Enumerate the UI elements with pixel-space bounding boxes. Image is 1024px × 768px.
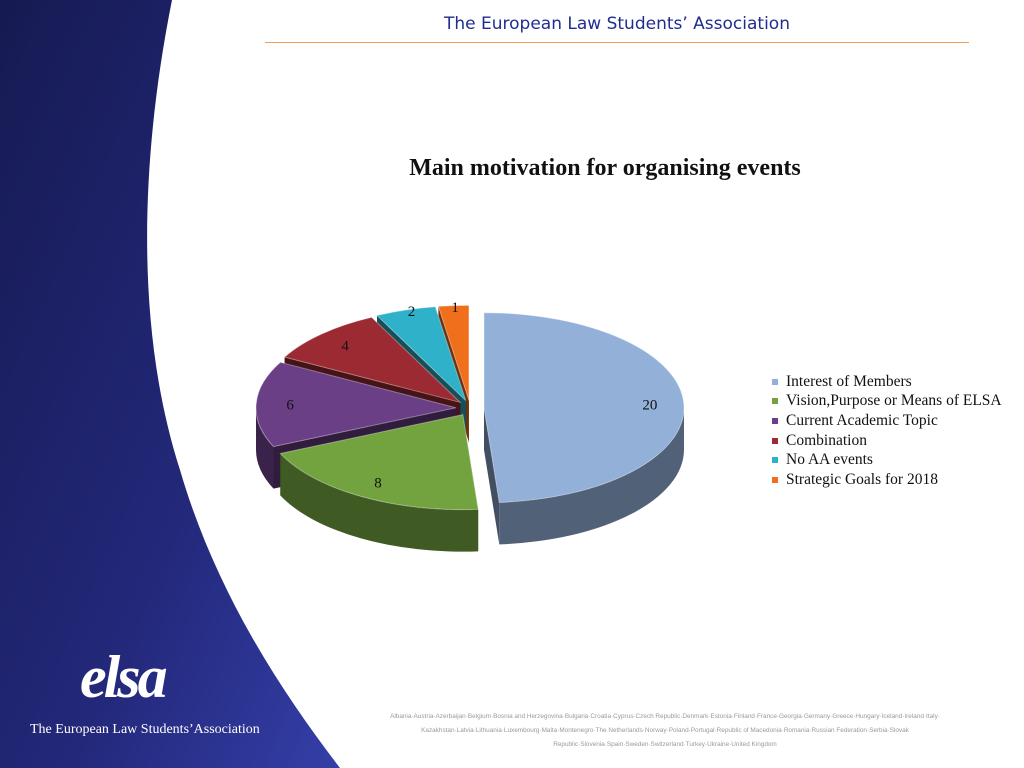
legend-swatch: [772, 379, 778, 385]
pie-value-label: 2: [407, 304, 416, 321]
legend-item: [772, 431, 1022, 451]
legend-label: Combination: [786, 431, 867, 449]
legend-item: [772, 372, 1022, 392]
legend-swatch: [772, 457, 778, 463]
legend-item: [772, 392, 1022, 412]
legend-label: Strategic Goals for 2018: [786, 470, 938, 488]
elsa-logo: elsa: [80, 644, 165, 710]
logo-subtitle: The European Law Students’Association: [30, 722, 260, 737]
legend-label: Current Academic Topic: [786, 411, 938, 429]
header-divider: [265, 42, 969, 43]
pie-value-label: 4: [341, 338, 349, 355]
legend-item: [772, 450, 1022, 470]
legend-item: [772, 470, 1022, 490]
legend-swatch: [772, 418, 778, 424]
pie-value-label: 6: [286, 397, 294, 414]
chart-title: Main motivation for organising events: [409, 155, 801, 181]
legend-swatch: [772, 438, 778, 444]
legend-swatch: [772, 398, 778, 404]
header-title: The European Law Students’ Association: [444, 14, 790, 34]
legend-item: [772, 411, 1022, 431]
legend-label: Interest of Members: [786, 372, 912, 390]
legend-label: No AA events: [786, 451, 873, 469]
pie-value-label: 20: [642, 397, 658, 414]
pie-chart: [250, 290, 700, 580]
legend-label: Vision,Purpose or Means of ELSA: [786, 392, 1002, 410]
footer-country-list: Albania·Austria·Azerbaijan·Belgium·Bosnia and Herzegovina·Bulgaria·Croatia·Cyprus·Czech Republic·Denmark·Estonia·Finland·France·Georgia·Germany·Greece·Hungary·Iceland·Ireland·Italy· Kazakhstan·Latvia·Lithuania·Luxembourg·Malta·Montenegro·The Netherlands·Norway·Poland·Portugal·Republic of Macedonia·Romania·Russian Federation·Serbia·Slovak Republic·Slovenia·Spain·Sweden·Switzerland·Turkey·Ukraine·United Kingdom: [390, 713, 940, 748]
chart-legend: [772, 372, 1022, 490]
pie-value-label: 1: [451, 300, 459, 317]
pie-value-label: 8: [374, 475, 382, 492]
legend-swatch: [772, 477, 778, 483]
